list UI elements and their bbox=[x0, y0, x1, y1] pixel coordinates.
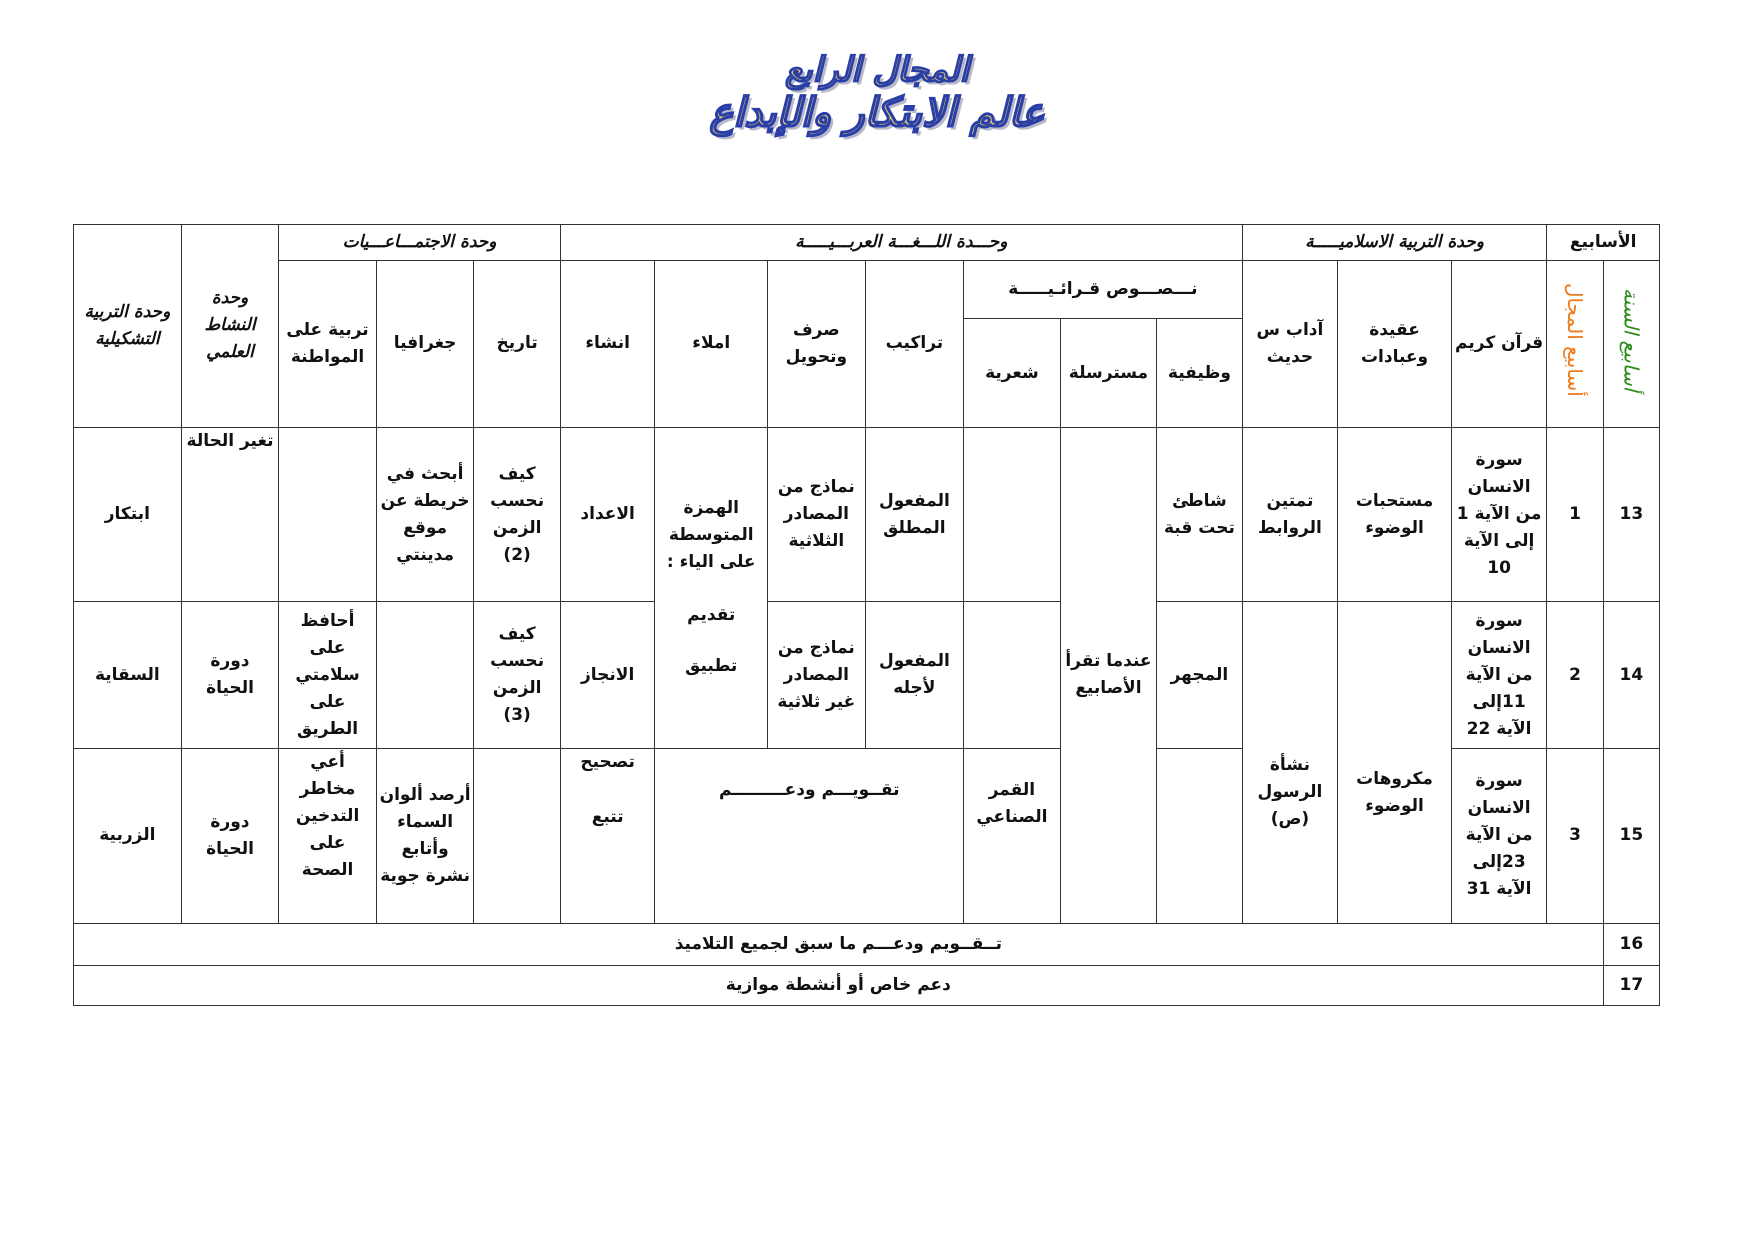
imla-step-2: تطبيق bbox=[685, 656, 738, 677]
quran-cell: سورة الانسان من الآية 1 إلى الآية 10 bbox=[1451, 427, 1547, 602]
citizenship-cell: أحافظ على سلامتي على الطريق bbox=[279, 602, 377, 749]
domain-week: 1 bbox=[1547, 427, 1603, 602]
quran-cell: سورة الانسان من الآية 11إلى الآية 22 bbox=[1451, 602, 1547, 749]
quran-cell: سورة الانسان من الآية 23إلى الآية 31 bbox=[1451, 748, 1547, 923]
title-line-2: عالم الابتكار والإبداع bbox=[709, 90, 1045, 136]
header-unit-art: وحدة التربية التشكيلية bbox=[74, 225, 182, 428]
imla-cell bbox=[655, 427, 768, 748]
header-adab: آداب س حديث bbox=[1242, 261, 1338, 428]
header-poetic: شعرية bbox=[964, 319, 1061, 427]
art-cell: السقاية bbox=[74, 602, 182, 749]
functional-cell bbox=[1157, 748, 1242, 923]
header-imla: املاء bbox=[655, 261, 768, 428]
table-row bbox=[74, 965, 1660, 1005]
header-domain-weeks bbox=[1547, 261, 1603, 428]
header-insha: انشاء bbox=[560, 261, 655, 428]
header-history: تاريخ bbox=[474, 261, 560, 428]
table-row bbox=[74, 602, 1660, 749]
domain-weeks-label: أسابيع المجال bbox=[1563, 282, 1588, 397]
header-unit-islamic: وحدة التربية الاسلاميـــــة bbox=[1242, 225, 1547, 261]
tarakib-cell: المفعول المطلق bbox=[865, 427, 964, 602]
history-cell: كيف نحسب الزمن (2) bbox=[474, 427, 560, 602]
header-functional: وظيفية bbox=[1157, 319, 1242, 427]
insha-step-2: تتبع bbox=[591, 806, 624, 827]
imla-topic: الهمزة المتوسطة على الياء : bbox=[666, 498, 756, 573]
sarf-cell: نماذج من المصادر الثلاثية bbox=[768, 427, 866, 602]
art-cell: ابتكار bbox=[74, 427, 182, 602]
year-week: 17 bbox=[1603, 965, 1659, 1005]
aqida-cell bbox=[1338, 602, 1452, 923]
sarf-cell: نماذج من المصادر غير ثلاثية bbox=[768, 602, 866, 749]
year-week: 16 bbox=[1603, 923, 1659, 965]
tarakib-cell: المفعول لأجله bbox=[865, 602, 964, 749]
page-title bbox=[0, 50, 1754, 136]
adab-cell: تمتين الروابط bbox=[1242, 427, 1338, 602]
table-row bbox=[74, 923, 1660, 965]
imla-step-1: تقديم bbox=[687, 605, 736, 626]
geography-cell: أبحث في خريطة عن موقع مدينتي bbox=[376, 427, 474, 602]
poetic-cell bbox=[964, 602, 1061, 749]
aqida-line-1: مكروهات الوضوء bbox=[1356, 768, 1433, 816]
header-geography: جغرافيا bbox=[376, 261, 474, 428]
year-week: 14 bbox=[1603, 602, 1659, 749]
header-quran: قرآن كريم bbox=[1451, 261, 1547, 428]
header-citizenship: تربية على المواطنة bbox=[279, 261, 377, 428]
header-unit-science: وحدة النشاط العلمي bbox=[181, 225, 279, 428]
header-unit-arabic: وحـــدة اللـــغـــة العربـــيـــــة bbox=[560, 225, 1242, 261]
citizenship-cell bbox=[279, 427, 377, 602]
header-texts-group: نـــصـــوص قـرائـيـــــة bbox=[964, 261, 1243, 319]
header-aqida: عقيدة وعبادات bbox=[1338, 261, 1452, 428]
art-cell: الزربية bbox=[74, 748, 182, 923]
citizenship-cell: أعي مخاطر التدخين على الصحة bbox=[279, 748, 377, 923]
insha-cell bbox=[560, 748, 655, 923]
header-continuous: مسترسلة bbox=[1060, 319, 1157, 427]
header-year-weeks bbox=[1603, 261, 1659, 428]
poetic-cell bbox=[964, 427, 1061, 602]
science-cell: تغير الحالة bbox=[181, 427, 279, 602]
adab-cell: نشأة الرسول (ص) bbox=[1242, 602, 1338, 923]
functional-cell: شاطئ تحت قبة bbox=[1157, 427, 1242, 602]
aqida-cell: مستحبات الوضوء bbox=[1338, 427, 1452, 602]
domain-week: 3 bbox=[1547, 748, 1603, 923]
weekly-plan-table bbox=[73, 224, 1660, 1006]
history-cell: كيف نحسب الزمن (3) bbox=[474, 602, 560, 749]
science-cell: دورة الحياة bbox=[181, 748, 279, 923]
geography-cell: أرصد ألوان السماء وأتابع نشرة جوية bbox=[376, 748, 474, 923]
domain-week: 2 bbox=[1547, 602, 1603, 749]
year-week: 13 bbox=[1603, 427, 1659, 602]
geography-cell bbox=[376, 602, 474, 749]
summary-cell: دعم خاص أو أنشطة موازية bbox=[74, 965, 1604, 1005]
continuous-cell: عندما تقرأ الأصابيع bbox=[1060, 427, 1157, 923]
science-cell: دورة الحياة bbox=[181, 602, 279, 749]
insha-cell: الاعداد bbox=[560, 427, 655, 602]
table-row bbox=[74, 427, 1660, 602]
assessment-cell: تقــويـــم ودعـــــــــم bbox=[655, 748, 964, 923]
summary-cell: تــقــويم ودعـــم ما سبق لجميع التلاميذ bbox=[74, 923, 1604, 965]
header-tarakib: تراكيب bbox=[865, 261, 964, 428]
insha-cell: الانجاز bbox=[560, 602, 655, 749]
header-weeks: الأسابيع bbox=[1547, 225, 1660, 261]
insha-step-1: تصحيح bbox=[580, 751, 635, 772]
header-sarf: صرف وتحويل bbox=[768, 261, 866, 428]
year-weeks-label: أسابيع السنة bbox=[1619, 287, 1644, 392]
functional-cell: المجهر bbox=[1157, 602, 1242, 749]
year-week: 15 bbox=[1603, 748, 1659, 923]
poetic-cell: القمر الصناعي bbox=[964, 748, 1061, 923]
title-line-1: المجال الرابع bbox=[785, 50, 969, 90]
header-unit-social: وحدة الاجتمـــاعـــيات bbox=[279, 225, 561, 261]
history-cell bbox=[474, 748, 560, 923]
